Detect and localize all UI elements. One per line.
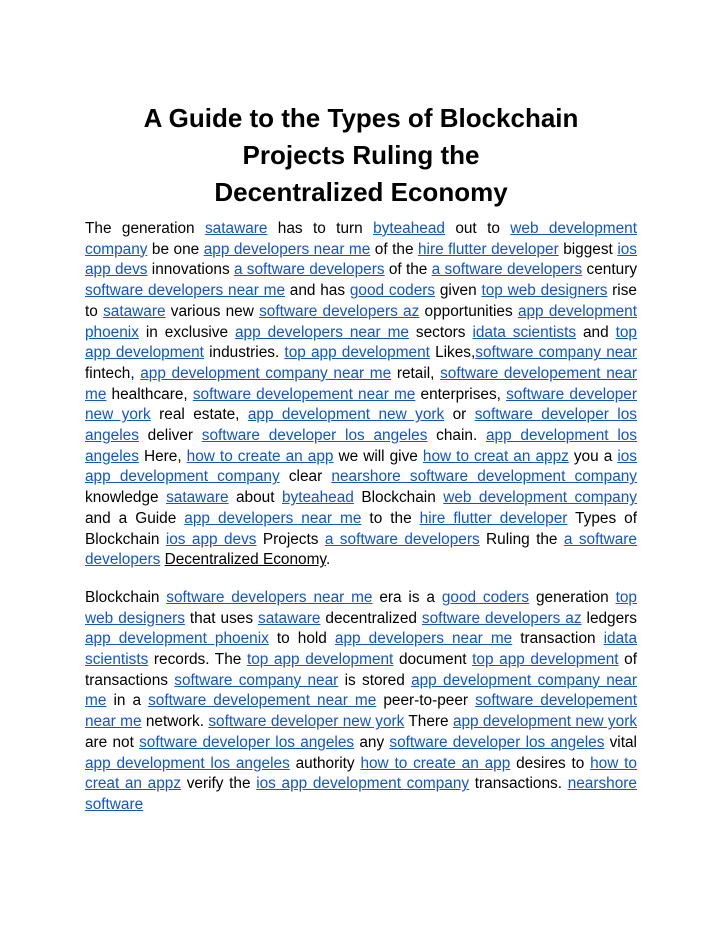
paragraph-text: peer-to-peer xyxy=(376,692,476,710)
paragraph-text: rise to xyxy=(85,282,637,320)
paragraph-text: generation xyxy=(529,588,616,606)
paragraph-text: transaction xyxy=(512,630,604,648)
paragraph-text: you a xyxy=(568,447,618,465)
inline-link[interactable]: idata scientists xyxy=(85,630,637,669)
inline-link[interactable]: software developer new york xyxy=(85,385,637,424)
inline-link[interactable]: app development new york xyxy=(452,713,638,731)
paragraph-text: era is a xyxy=(372,588,442,606)
paragraph-text: biggest xyxy=(558,240,618,258)
inline-link[interactable]: web development company xyxy=(443,489,637,507)
inline-link[interactable]: byteahead xyxy=(373,220,445,237)
paragraph-text: There xyxy=(404,713,453,731)
document-page xyxy=(85,100,637,833)
inline-link[interactable]: software developers near me xyxy=(166,588,373,606)
paragraph-text: Ruling the xyxy=(479,530,564,548)
inline-link[interactable]: software company near xyxy=(174,671,339,689)
inline-link[interactable]: sataware xyxy=(204,220,268,237)
paragraph-text: has to turn xyxy=(267,220,374,237)
inline-link[interactable]: hire flutter developer xyxy=(418,240,559,258)
inline-link[interactable]: how to creat an appz xyxy=(422,447,569,465)
inline-link[interactable]: app developers near me xyxy=(235,323,409,341)
paragraph-text: Likes, xyxy=(429,344,476,362)
inline-link[interactable]: top web designers xyxy=(481,282,608,300)
inline-link[interactable]: good coders xyxy=(349,282,436,300)
title-line-3: Decentralized Economy xyxy=(214,177,508,207)
paragraph-text: desires to xyxy=(510,754,591,772)
inline-link[interactable]: app development new york xyxy=(247,406,445,424)
paragraph-text: network. xyxy=(141,713,209,731)
paragraph-text: records. The xyxy=(148,651,247,669)
paragraph-text: Projects xyxy=(256,530,325,548)
paragraph-text: decentralized xyxy=(320,609,422,627)
inline-link[interactable]: app development los angeles xyxy=(85,754,290,772)
inline-link[interactable]: how to create an app xyxy=(360,754,511,772)
paragraph-text: The generation xyxy=(85,220,205,237)
inline-link[interactable]: top app development xyxy=(85,323,637,362)
title-line-2: Projects Ruling the xyxy=(242,140,480,170)
inline-link[interactable]: nearshore software development company xyxy=(331,468,638,486)
inline-link[interactable]: top app development xyxy=(284,344,430,362)
inline-link[interactable]: top app development xyxy=(246,651,394,669)
paragraph-text: Here, xyxy=(138,447,187,465)
inline-link[interactable]: hire flutter developer xyxy=(419,509,568,527)
paragraph-text: out to xyxy=(444,220,511,237)
inline-link[interactable]: software developer los angeles xyxy=(389,733,605,751)
inline-link[interactable]: app developers near me xyxy=(203,240,371,258)
inline-link[interactable]: byteahead xyxy=(281,489,354,507)
paragraph-text: deliver xyxy=(138,427,202,445)
inline-link[interactable]: app development phoenix xyxy=(85,630,269,648)
paragraph-text: century xyxy=(582,261,638,279)
inline-link[interactable]: ios app development company xyxy=(256,775,470,793)
inline-link[interactable]: nearshore software xyxy=(85,775,637,813)
paragraph-text: authority xyxy=(289,754,361,772)
inline-link[interactable]: software developement near me xyxy=(85,364,638,403)
paragraph-text: in exclusive xyxy=(138,323,235,341)
paragraph-text: enterprises, xyxy=(415,385,507,403)
inline-link[interactable]: app developers near me xyxy=(334,630,513,648)
paragraph-text: to the xyxy=(361,509,420,527)
paragraph-text: retail, xyxy=(391,364,441,382)
paragraph-text: various new xyxy=(165,302,260,320)
inline-link[interactable]: app development company near me xyxy=(85,671,637,710)
inline-link[interactable]: app development phoenix xyxy=(85,302,637,341)
document-title xyxy=(85,100,637,211)
inline-link[interactable]: software developers az xyxy=(421,609,582,627)
inline-link[interactable]: top web designers xyxy=(85,588,637,627)
paragraph-text: and has xyxy=(285,282,350,300)
paragraph-text: of the xyxy=(384,261,432,279)
paragraph-text: sectors xyxy=(408,323,473,341)
inline-link[interactable]: a software developers xyxy=(431,261,583,279)
paragraph-text: or xyxy=(444,406,475,424)
inline-link[interactable]: app development company near me xyxy=(140,364,392,382)
paragraph-text: and a Guide xyxy=(85,509,185,527)
paragraph-text: healthcare, xyxy=(106,385,193,403)
paragraph-text: that uses xyxy=(184,609,258,627)
paragraph-text: given xyxy=(435,282,482,300)
paragraph-text: knowledge xyxy=(85,489,167,507)
paragraph-text: of transactions xyxy=(85,651,637,689)
inline-link[interactable]: a software developers xyxy=(233,261,385,279)
paragraph-text: document xyxy=(393,651,473,669)
inline-link[interactable]: software developer los angeles xyxy=(201,427,428,445)
inline-link[interactable]: a software developers xyxy=(324,530,480,548)
paragraph-text: chain. xyxy=(427,427,486,445)
inline-link[interactable]: sataware xyxy=(166,489,229,507)
paragraph-text: be one xyxy=(147,240,204,258)
paragraph-1 xyxy=(85,219,637,571)
inline-link[interactable]: how to create an app xyxy=(186,447,334,465)
inline-link[interactable]: software developement near me xyxy=(192,385,416,403)
inline-link[interactable]: ios app devs xyxy=(165,530,257,548)
paragraph-text: verify the xyxy=(181,775,257,793)
inline-link-plain[interactable]: Decentralized Economy xyxy=(164,551,326,569)
inline-link[interactable]: how to creat an appz xyxy=(85,754,637,793)
paragraph-text: are not xyxy=(85,733,140,751)
paragraph-text: opportunities xyxy=(419,302,518,320)
paragraph-text: industries. xyxy=(203,344,285,362)
inline-link[interactable]: app development los angeles xyxy=(85,427,637,465)
paragraph-text: in a xyxy=(106,692,149,710)
paragraph-text: real estate, xyxy=(150,406,248,424)
inline-link[interactable]: sataware xyxy=(103,302,166,320)
paragraph-text: Blockchain xyxy=(85,588,167,606)
paragraph-text: clear xyxy=(279,468,332,486)
inline-link[interactable]: a software developers xyxy=(85,530,637,569)
inline-link[interactable]: software developement near me xyxy=(85,692,637,731)
inline-link[interactable]: software developer los angeles xyxy=(85,406,637,445)
inline-link[interactable]: software developement near me xyxy=(148,692,377,710)
title-line-1: A Guide to the Types of Blockchain xyxy=(143,103,579,133)
inline-link[interactable]: good coders xyxy=(441,588,530,606)
inline-link[interactable]: ios app development company xyxy=(85,447,638,486)
paragraph-text: transactions. xyxy=(469,775,568,793)
inline-link[interactable]: software developers near me xyxy=(85,282,285,300)
inline-link[interactable]: software developer los angeles xyxy=(139,733,355,751)
paragraph-text: Blockchain xyxy=(353,489,444,507)
inline-link[interactable]: web development company xyxy=(85,220,638,258)
paragraph-text: to hold xyxy=(268,630,335,648)
inline-link[interactable]: app developers near me xyxy=(184,509,362,527)
inline-link[interactable]: ios app devs xyxy=(85,240,637,279)
paragraph-text: we will give xyxy=(333,447,423,465)
paragraph-text: of the xyxy=(370,240,418,258)
inline-link[interactable]: software developers az xyxy=(259,302,420,320)
inline-link[interactable]: software developer new york xyxy=(208,713,405,731)
inline-link[interactable]: top app development xyxy=(472,651,619,669)
paragraph-text: vital xyxy=(604,733,637,751)
paragraph-text: about xyxy=(228,489,282,507)
paragraph-2 xyxy=(85,588,637,816)
paragraph-text: fintech, xyxy=(85,364,141,382)
inline-link[interactable]: sataware xyxy=(258,609,321,627)
paragraph-text: and xyxy=(576,323,616,341)
paragraph-text: any xyxy=(354,733,390,751)
inline-link[interactable]: software company near xyxy=(475,344,637,362)
paragraph-text: innovations xyxy=(147,261,234,279)
paragraph-text: ledgers xyxy=(581,609,637,627)
inline-link[interactable]: idata scientists xyxy=(472,323,577,341)
paragraph-text: Types of Blockchain xyxy=(85,509,638,548)
paragraph-text: . xyxy=(325,551,331,569)
paragraph-text: is stored xyxy=(338,671,412,689)
